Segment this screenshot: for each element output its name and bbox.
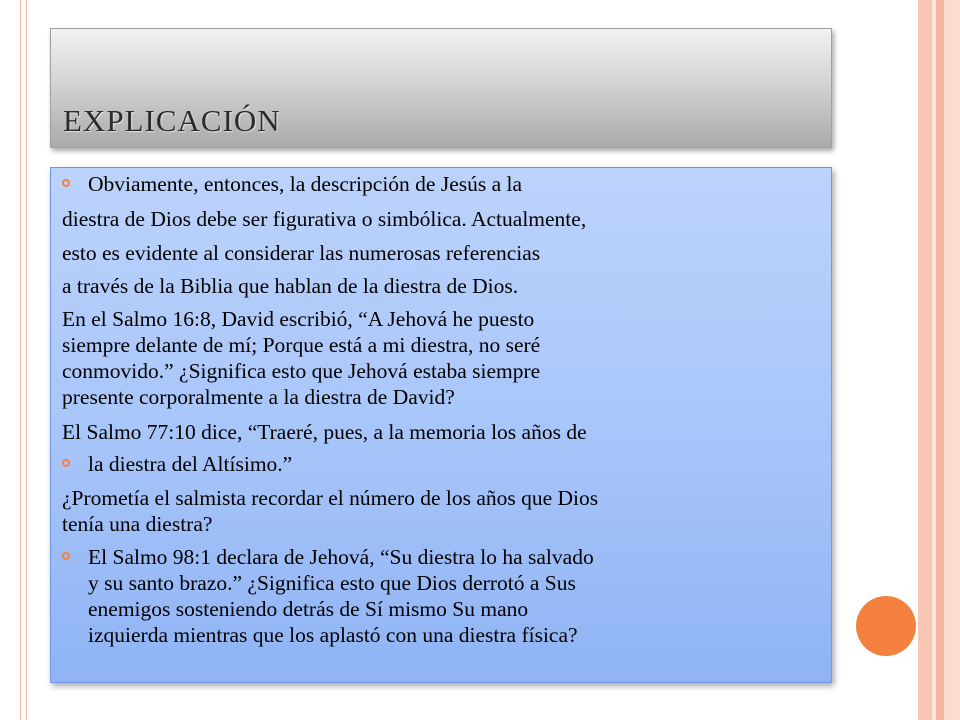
right-stripe [944,0,960,720]
bullet-icon [62,179,70,187]
text-line: ¿Prometía el salmista recordar el número de los años que Dios [62,486,599,510]
left-border-line-inner [26,0,27,720]
left-border-line [20,0,21,720]
text-line: conmovido.” ¿Significa esto que Jehová estaba siempre [62,359,541,383]
right-stripe [936,0,944,720]
text-line: izquierda mientras que los aplastó con una diestra física? [88,623,578,647]
bullet-icon [62,552,70,560]
bullet-icon [62,459,70,467]
content-box [50,167,832,683]
text-line: El Salmo 98:1 declara de Jehová, “Su diestra lo ha salvado [88,545,594,569]
text-line: siempre delante de mí; Porque está a mi diestra, no seré [62,333,541,357]
text-line: El Salmo 77:10 dice, “Traeré, pues, a la memoria los años de [62,420,587,444]
text-line: presente corporalmente a la diestra de David? [62,385,455,409]
title-bar [50,28,832,148]
right-stripe [918,0,932,720]
text-line: diestra de Dios debe ser figurativa o simbólica. Actualmente, [62,207,587,231]
slide-title: EXPLICACIÓN [63,103,281,138]
text-line: a través de la Biblia que hablan de la diestra de Dios. [62,274,519,298]
text-line: esto es evidente al considerar las numerosas referencias [62,241,541,265]
text-line: la diestra del Altísimo.” [88,452,293,476]
text-line: Obviamente, entonces, la descripción de Jesús a la [88,172,523,196]
text-line: enemigos sosteniendo detrás de Sí mismo Su mano [88,597,529,621]
text-line: y su santo brazo.” ¿Significa esto que Dios derrotó a Sus [88,571,576,595]
text-line: En el Salmo 16:8, David escribió, “A Jehová he puesto [62,307,535,331]
orange-circle-decoration [856,596,916,656]
text-line: tenía una diestra? [62,512,213,536]
